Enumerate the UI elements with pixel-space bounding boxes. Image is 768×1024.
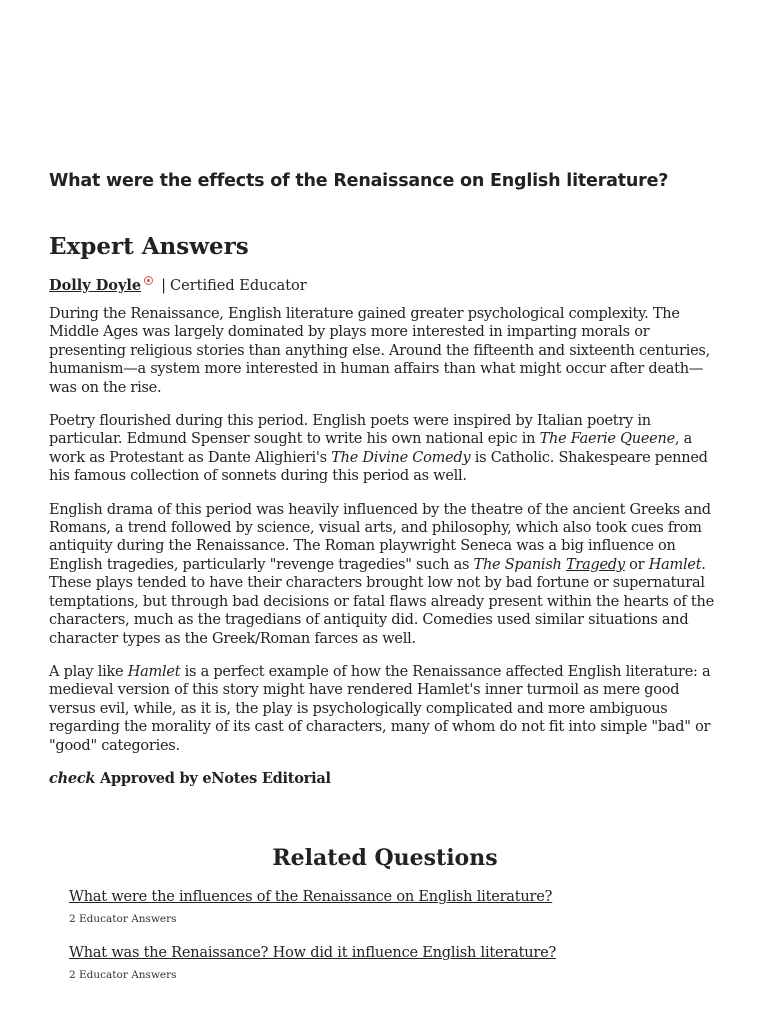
related-questions-list bbox=[69, 886, 709, 998]
answer-paragraph-3 bbox=[49, 501, 721, 648]
author-name: Dolly Doyle bbox=[49, 277, 142, 294]
answer-text: is Catholic. Shakespeare penned his famous collection of sonnets during this period as well. bbox=[49, 449, 708, 485]
work-title: The Spanish bbox=[473, 556, 566, 573]
approved-text: Approved by eNotes Editorial bbox=[95, 769, 331, 787]
related-questions-heading: Related Questions bbox=[272, 845, 498, 871]
question-title: What were the effects of the Renaissance on English literature? bbox=[49, 171, 669, 191]
work-title: Hamlet bbox=[648, 556, 702, 573]
answer-paragraph-2 bbox=[49, 412, 721, 486]
author-role: Certified Educator bbox=[170, 278, 307, 294]
byline-separator: | bbox=[161, 278, 167, 294]
answer-paragraph-1 bbox=[49, 305, 721, 397]
answer-text: or bbox=[624, 556, 649, 573]
educator-answer-count: 2 Educator Answers bbox=[69, 913, 177, 925]
answer-text: Poetry flourished during this period. English poets were inspired by Italian poetry in particular. Edmund Spenser sought to write his own national epic in bbox=[49, 413, 651, 448]
author-link[interactable] bbox=[49, 277, 157, 294]
answer-text: A play like bbox=[49, 663, 128, 680]
expert-answers-heading: Expert Answers bbox=[49, 233, 249, 260]
list-item bbox=[69, 942, 709, 998]
answer-text: is a perfect example of how the Renaissance affected English literature: a medieval version of this story might have rendered Hamlet's inner turmoil as mere good versus evil, while, as it is, the play is psychologically complicated and more ambiguous regarding the morality of its cast of characters, many of whom do not fit into simple "bad" or "good" categories. bbox=[49, 663, 711, 754]
answer-text: , a work as Protestant as Dante Alighieri's bbox=[49, 431, 693, 466]
answer-text: English drama of this period was heavily influenced by the theatre of the ancient Greeks and Romans, a trend followed by science, visual arts, and philosophy, which also took cues from antiquity during the Renaissance. The Roman playwright Seneca was a big influence on English tragedies, particularly "revenge tragedies" such as bbox=[49, 501, 711, 573]
list-item bbox=[69, 886, 709, 942]
approved-badge bbox=[49, 770, 721, 788]
related-question-link[interactable]: What were the influences of the Renaissance on English literature? bbox=[69, 889, 553, 905]
educator-badge-icon bbox=[144, 276, 153, 285]
tragedy-link[interactable]: Tragedy bbox=[565, 556, 625, 573]
answer-paragraph-4 bbox=[49, 663, 721, 755]
work-title: The Faerie Queene bbox=[539, 431, 675, 448]
answer-body bbox=[49, 305, 721, 788]
educator-answer-count: 2 Educator Answers bbox=[69, 969, 177, 981]
related-question-link[interactable]: What was the Renaissance? How did it influence English literature? bbox=[69, 945, 557, 961]
answer-text: During the Renaissance, English literature gained greater psychological complexity. The Middle Ages was largely dominated by plays more interested in imparting morals or presenting religious stories than anything else. Around the fifteenth and sixteenth centuries, humanism—a system more interested in human affairs than what might occur after death—was on the rise. bbox=[49, 306, 710, 396]
work-title: The Divine Comedy bbox=[331, 449, 471, 466]
author-byline bbox=[49, 276, 307, 296]
answer-text: . These plays tended to have their characters brought low not by bad fortune or supernatural temptations, but through bad decisions or fatal flaws already present within the hearts of the characters, much as the tragedians of antiquity did. Comedies used similar situations and character types as the Greek/Roman farces as well. bbox=[49, 556, 714, 647]
check-icon: check bbox=[49, 769, 96, 787]
work-title: Hamlet bbox=[127, 663, 181, 680]
